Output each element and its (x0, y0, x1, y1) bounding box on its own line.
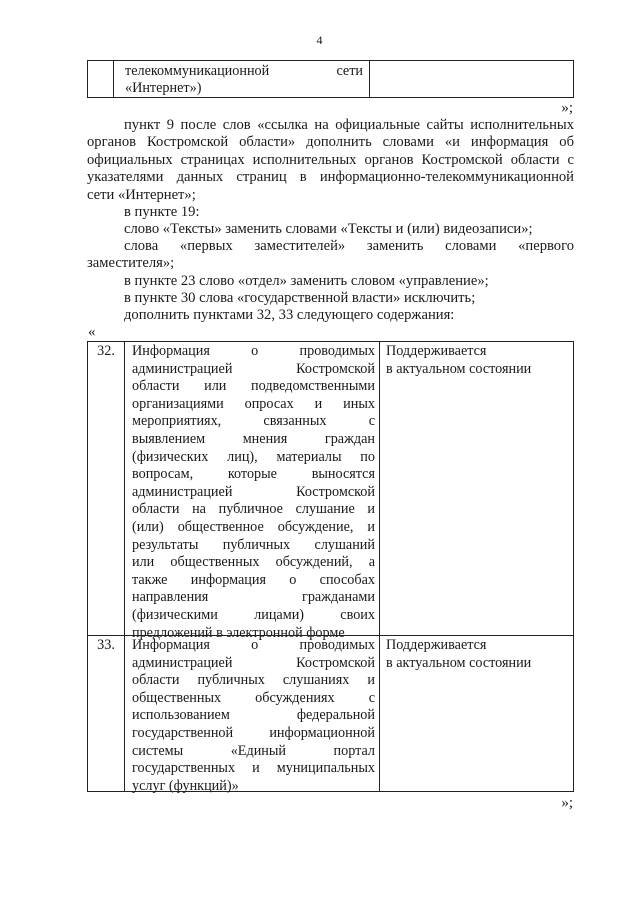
cell-text-line: общественных обсуждениях с (132, 689, 375, 706)
row-status (380, 342, 573, 378)
row-number: 33. (88, 636, 125, 791)
status-line: Поддерживается (386, 343, 487, 359)
cell-text-line: также информация о способах (132, 571, 375, 588)
paragraph-deputies (87, 238, 574, 273)
closing-quote: »; (561, 100, 573, 116)
text-line: сети «Интернет»; (87, 186, 196, 203)
status-line: Поддерживается (386, 637, 487, 653)
cell-text-line: государственных и муниципальных (132, 760, 375, 777)
text-line: органов Костромской области» дополнить словами «и информация об (87, 134, 574, 151)
text-line: в пункте 23 слово «отдел» заменить словом «управление»; (124, 273, 489, 289)
cell-text-line: (физическими лицами) своих (132, 606, 375, 623)
cell-text-line: администрацией Костромской (132, 360, 375, 377)
text-line: дополнить пунктами 32, 33 следующего содержания: (124, 307, 455, 323)
paragraph-texts (87, 221, 574, 238)
cell-text-line: Информация о проводимых (132, 343, 375, 359)
table-row-32 (87, 341, 574, 641)
table-cell-number (88, 61, 114, 97)
cell-text-line: вопросам, которые выносятся (132, 466, 375, 483)
text-line: официальных страницах исполнительных органов Костромской области с (87, 151, 574, 168)
cell-text-line: предложений в электронной форме (132, 624, 345, 641)
cell-text-line: администрацией Костромской (132, 483, 375, 500)
closing-quote: »; (561, 795, 573, 811)
row-description (125, 342, 380, 641)
text-line: слова «первых заместителей» заменить словами «первого (124, 238, 574, 254)
table-cell-description (113, 61, 370, 97)
text-line: в пункте 30 слова «государственной власти» исключить; (124, 290, 476, 306)
paragraph-point-23 (87, 273, 574, 290)
cell-text-line: «Интернет») (125, 80, 202, 96)
cell-text-line: сети (336, 63, 363, 79)
cell-text-line: мероприятиях, связанных с (132, 413, 375, 430)
text-line: в пункте 19: (124, 204, 200, 220)
cell-text-line: области или подведомственными (132, 378, 375, 395)
cell-text-line: телекоммуникационной (125, 63, 270, 79)
text-line: заместителя»; (87, 255, 175, 272)
text-line: указателями данных страниц в информационно-телекоммуникационной (87, 169, 574, 186)
row-status (380, 636, 573, 672)
page-number: 4 (316, 33, 323, 47)
table-row-continuation (87, 60, 574, 98)
cell-text-line: услуг (функций)» (132, 777, 239, 794)
cell-text-line: направления гражданами (132, 589, 375, 606)
cell-text-line: области публичных слушаниях и (132, 672, 375, 689)
paragraph-point-30 (87, 290, 574, 307)
text-line: слово «Тексты» заменить словами «Тексты и (или) видеозаписи»; (124, 221, 533, 237)
cell-text-line: результаты публичных слушаний (132, 536, 375, 553)
cell-text-line: или общественных обсуждений, а (132, 554, 375, 571)
cell-text-line: использованием федеральной (132, 707, 375, 724)
paragraph-point-19 (87, 204, 574, 221)
cell-text-line: Информация о проводимых (132, 637, 375, 653)
cell-text-line: системы «Единый портал (132, 742, 375, 759)
cell-text-line: государственной информационной (132, 724, 375, 741)
cell-text-line: организациями опросах и иных (132, 395, 375, 412)
table-row-33 (87, 635, 574, 792)
row-description (125, 636, 380, 794)
cell-text-line: (или) общественное обсуждение, и (132, 518, 375, 535)
paragraph-add-points (87, 307, 574, 324)
paragraph-point-9 (87, 117, 574, 204)
status-line: в актуальном состоянии (386, 654, 532, 671)
text-line: пункт 9 после слов «ссылка на официальные сайты исполнительных (124, 117, 574, 133)
status-line: в актуальном состоянии (386, 360, 532, 377)
cell-text-line: выявлением мнения граждан (132, 430, 375, 447)
cell-text-line: области на публичное слушание и (132, 501, 375, 518)
cell-text-line: (физических лиц), материалы по (132, 448, 375, 465)
opening-quote: « (88, 324, 96, 340)
row-number: 32. (88, 342, 125, 635)
cell-text-line: администрацией Костромской (132, 654, 375, 671)
